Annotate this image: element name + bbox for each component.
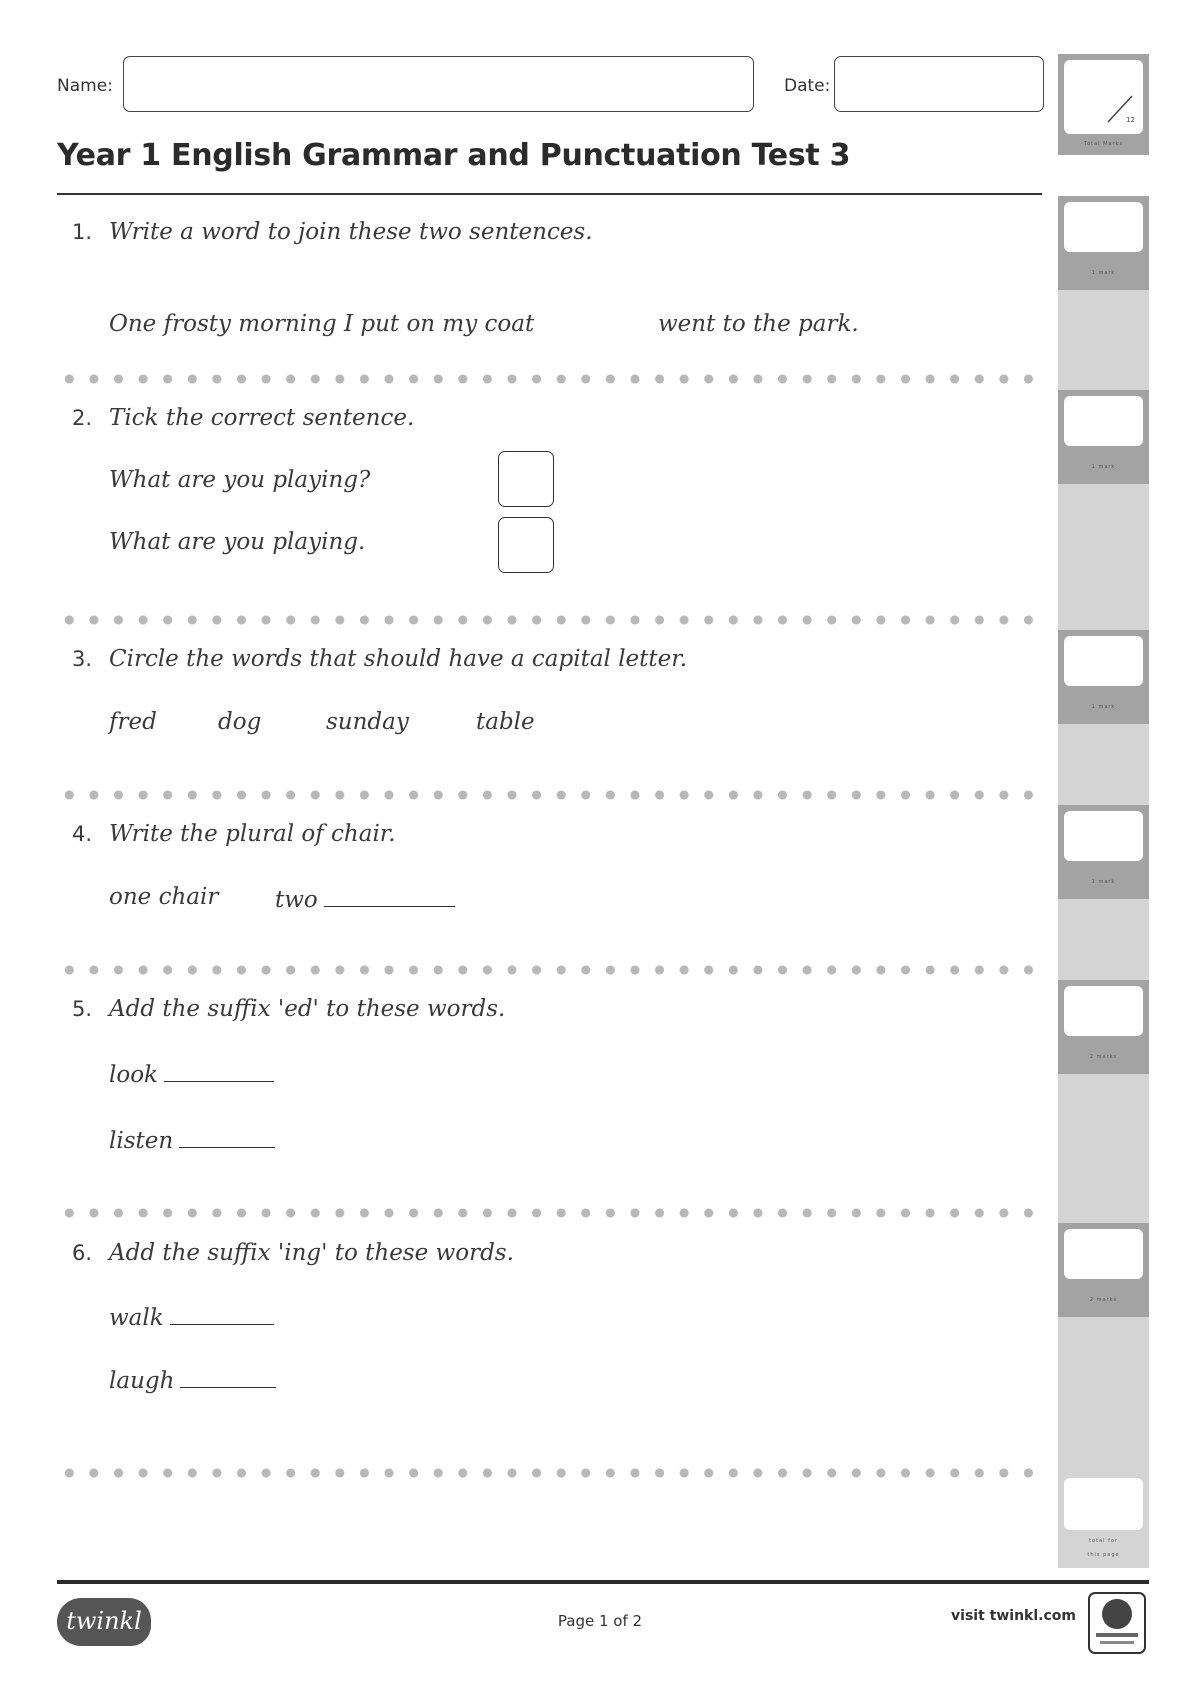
question-number: 3. xyxy=(72,647,93,671)
question-number: 5. xyxy=(72,997,93,1021)
mark-box-q2 xyxy=(1058,390,1149,484)
q3-word[interactable]: sunday xyxy=(326,709,409,735)
mark-caption: 1 mark xyxy=(1091,464,1116,470)
mark-field[interactable] xyxy=(1064,811,1143,861)
date-label: Date: xyxy=(784,76,831,96)
q5-answer-line[interactable] xyxy=(164,1059,274,1082)
mark-caption: 1 mark xyxy=(1091,270,1116,276)
total-marks-field[interactable] xyxy=(1064,60,1143,134)
q1-sentence-part2: went to the park. xyxy=(658,311,859,337)
mark-field[interactable] xyxy=(1064,636,1143,686)
page-title: Year 1 English Grammar and Punctuation Test 3 xyxy=(57,138,851,173)
question-prompt: Tick the correct sentence. xyxy=(109,405,415,431)
question-3 xyxy=(72,646,688,672)
mark-caption: 2 marks xyxy=(1089,1297,1118,1303)
question-number: 1. xyxy=(72,220,93,244)
q5-word: listen xyxy=(109,1128,174,1154)
q6-answer-line[interactable] xyxy=(170,1302,274,1325)
q2-option-2: What are you playing. xyxy=(109,529,366,555)
name-field[interactable] xyxy=(123,56,754,112)
quality-badge-icon xyxy=(1086,1590,1148,1656)
dotted-divider xyxy=(57,790,1042,800)
q6-word: laugh xyxy=(109,1368,175,1394)
q4-right: two xyxy=(275,887,318,913)
q4-left: one chair xyxy=(109,884,219,910)
q5-line-2 xyxy=(109,1125,275,1154)
dotted-divider xyxy=(57,965,1042,975)
total-marks-denominator: 12 xyxy=(1126,116,1135,124)
q6-line-2 xyxy=(109,1365,276,1394)
dotted-divider xyxy=(57,1468,1042,1478)
page-total-box xyxy=(1058,1472,1149,1568)
mark-caption: 2 marks xyxy=(1089,1054,1118,1060)
q5-line-1 xyxy=(109,1059,274,1088)
q2-tick-box-2[interactable] xyxy=(498,517,554,573)
q6-answer-line[interactable] xyxy=(180,1365,276,1388)
mark-field[interactable] xyxy=(1064,1229,1143,1279)
q6-word: walk xyxy=(109,1305,164,1331)
question-prompt: Add the suffix 'ing' to these words. xyxy=(109,1240,514,1266)
page-total-caption-1: total for xyxy=(1089,1538,1118,1544)
page-number: Page 1 of 2 xyxy=(557,1612,643,1630)
question-prompt: Circle the words that should have a capital letter. xyxy=(109,646,688,672)
question-number: 4. xyxy=(72,822,93,846)
q2-option-1: What are you playing? xyxy=(109,467,371,493)
title-rule xyxy=(57,193,1042,195)
date-field[interactable] xyxy=(834,56,1044,112)
q4-right-line xyxy=(275,884,455,913)
dotted-divider xyxy=(57,615,1042,625)
q5-word: look xyxy=(109,1062,158,1088)
dotted-divider xyxy=(57,374,1042,384)
q6-line-1 xyxy=(109,1302,274,1331)
visit-link[interactable]: visit twinkl.com xyxy=(951,1608,1076,1624)
question-prompt: Write the plural of chair. xyxy=(109,821,396,847)
mark-box-q5 xyxy=(1058,980,1149,1074)
page-total-caption-2: this page xyxy=(1087,1552,1120,1558)
q2-tick-box-1[interactable] xyxy=(498,451,554,507)
question-2 xyxy=(72,405,415,431)
mark-field[interactable] xyxy=(1064,202,1143,252)
q3-word[interactable]: fred xyxy=(109,709,157,735)
page-total-field[interactable] xyxy=(1064,1478,1143,1530)
question-6 xyxy=(72,1240,514,1266)
question-number: 6. xyxy=(72,1241,93,1265)
mark-box-q1 xyxy=(1058,196,1149,290)
question-prompt: Add the suffix 'ed' to these words. xyxy=(109,996,506,1022)
mark-field[interactable] xyxy=(1064,986,1143,1036)
footer-rule xyxy=(57,1580,1149,1584)
q5-answer-line[interactable] xyxy=(179,1125,275,1148)
mark-caption: 1 mark xyxy=(1091,879,1116,885)
mark-field[interactable] xyxy=(1064,396,1143,446)
q3-word[interactable]: table xyxy=(476,709,535,735)
q1-answer-gap[interactable] xyxy=(538,308,652,338)
mark-box-q6 xyxy=(1058,1223,1149,1317)
question-4 xyxy=(72,821,396,847)
q4-answer-line[interactable] xyxy=(324,884,455,907)
question-1 xyxy=(72,219,593,245)
question-number: 2. xyxy=(72,406,93,430)
twinkl-logo: twinkl xyxy=(57,1598,151,1646)
mark-box-q3 xyxy=(1058,630,1149,724)
mark-caption: 1 mark xyxy=(1091,704,1116,710)
total-marks-caption: Total Marks xyxy=(1083,141,1124,147)
total-marks-box xyxy=(1058,54,1149,155)
q3-word[interactable]: dog xyxy=(218,709,262,735)
name-label: Name: xyxy=(57,76,113,96)
question-prompt: Write a word to join these two sentences. xyxy=(109,219,593,245)
q1-sentence-part1: One frosty morning I put on my coat xyxy=(109,311,535,337)
question-5 xyxy=(72,996,506,1022)
dotted-divider xyxy=(57,1208,1042,1218)
mark-box-q4 xyxy=(1058,805,1149,899)
